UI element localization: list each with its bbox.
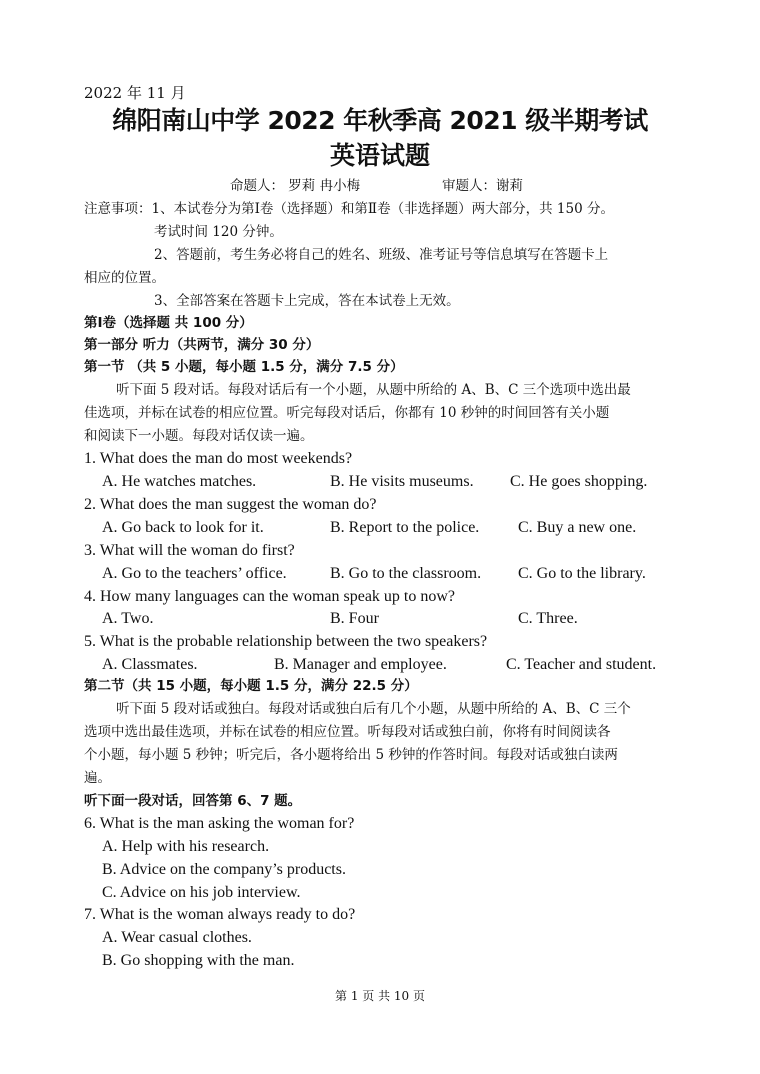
question-setters: 命题人： 罗莉 冉小梅 [230, 178, 361, 194]
section-2-heading: 第二节（共 15 小题，每小题 1.5 分，满分 22.5 分） [84, 678, 418, 694]
question-3-options [102, 566, 702, 584]
option-c: C. Go to the library. [518, 565, 646, 582]
option-c: C. Teacher and student. [506, 656, 657, 673]
exam-date: 2022 年 11 月 [84, 84, 186, 102]
option-a: A. Go back to look for it. [102, 519, 264, 536]
option-b: B. Manager and employee. [274, 656, 447, 673]
option-b: B. Go shopping with the man. [102, 952, 295, 969]
option-c: C. He goes shopping. [510, 473, 648, 490]
option-a: A. Go to the teachers’ office. [102, 565, 287, 582]
option-b: B. Advice on the company’s products. [102, 861, 346, 878]
option-b: B. Go to the classroom. [330, 565, 482, 582]
section-2-instructions-end: 遍。 [84, 770, 111, 786]
reviewer: 审题人：谢莉 [442, 178, 523, 194]
option-b: B. He visits museums. [330, 473, 474, 490]
question-1-options [102, 474, 702, 492]
section-1-heading: 第一节 （共 5 小题，每小题 1.5 分，满分 7.5 分） [84, 359, 404, 375]
question-3: 3. What will the woman do first? [84, 542, 295, 559]
option-a: A. He watches matches. [102, 473, 257, 490]
question-2-options [102, 520, 702, 538]
option-b: B. Four [330, 610, 379, 627]
notice-1-cont: 考试时间 120 分钟。 [154, 224, 283, 240]
part-1-heading: 第一部分 听力（共两节，满分 30 分） [84, 337, 320, 353]
question-1: 1. What does the man do most weekends? [84, 450, 353, 467]
option-c: C. Buy a new one. [518, 519, 637, 536]
question-6: 6. What is the man asking the woman for? [84, 815, 355, 832]
question-7: 7. What is the woman always ready to do? [84, 906, 356, 923]
question-4: 4. How many languages can the woman speak up to now? [84, 588, 456, 605]
section-2-instructions-cont2: 个小题，每小题 5 秒钟；听完后，各小题将给出 5 秒钟的作答时间。每段对话或独白读两 [84, 747, 618, 763]
section-1-instructions-end: 和阅读下一小题。每段对话仅读一遍。 [84, 428, 314, 444]
section-1-instructions-cont: 佳选项，并标在试卷的相应位置。听完每段对话后，你都有 10 秒钟的时间回答有关小题 [84, 405, 610, 421]
option-a: A. Classmates. [102, 656, 198, 673]
notice-1: 注意事项：1、本试卷分为第Ⅰ卷（选择题）和第Ⅱ卷（非选择题）两大部分，共 150 分。 [84, 201, 614, 217]
option-c: C. Three. [518, 610, 578, 627]
question-5: 5. What is the probable relationship between the two speakers? [84, 633, 488, 650]
notice-2: 2、答题前，考生务必将自己的姓名、班级、准考证号等信息填写在答题卡上 [154, 247, 609, 263]
section-2-instructions-cont: 选项中选出最佳选项，并标在试卷的相应位置。听每段对话或独白前，你将有时间阅读各 [84, 724, 611, 740]
question-2: 2. What does the man suggest the woman do? [84, 496, 377, 513]
section-1-instructions: 听下面 5 段对话。每段对话后有一个小题，从题中所给的 A、B、C 三个选项中选出最 [116, 382, 631, 398]
dialogue-group-heading: 听下面一段对话，回答第 6、7 题。 [84, 793, 302, 809]
volume-1-heading: 第Ⅰ卷（选择题 共 100 分） [84, 315, 253, 331]
option-b: B. Report to the police. [330, 519, 480, 536]
authors-line [230, 178, 523, 194]
exam-subject: 英语试题 [329, 141, 430, 170]
notice-2-cont: 相应的位置。 [84, 270, 165, 286]
option-a: A. Help with his research. [102, 838, 270, 855]
section-2-instructions: 听下面 5 段对话或独白。每段对话或独白后有几个小题，从题中所给的 A、B、C 三个 [116, 701, 631, 717]
page-number: 第 1 页 共 10 页 [335, 989, 425, 1003]
notice-3: 3、全部答案在答题卡上完成，答在本试卷上无效。 [154, 293, 460, 309]
question-4-options [102, 611, 702, 629]
option-c: C. Advice on his job interview. [102, 884, 301, 901]
option-a: A. Two. [102, 610, 154, 627]
exam-title: 绵阳南山中学 2022 年秋季高 2021 级半期考试 [112, 106, 648, 135]
option-a: A. Wear casual clothes. [102, 929, 252, 946]
question-5-options [102, 657, 702, 675]
